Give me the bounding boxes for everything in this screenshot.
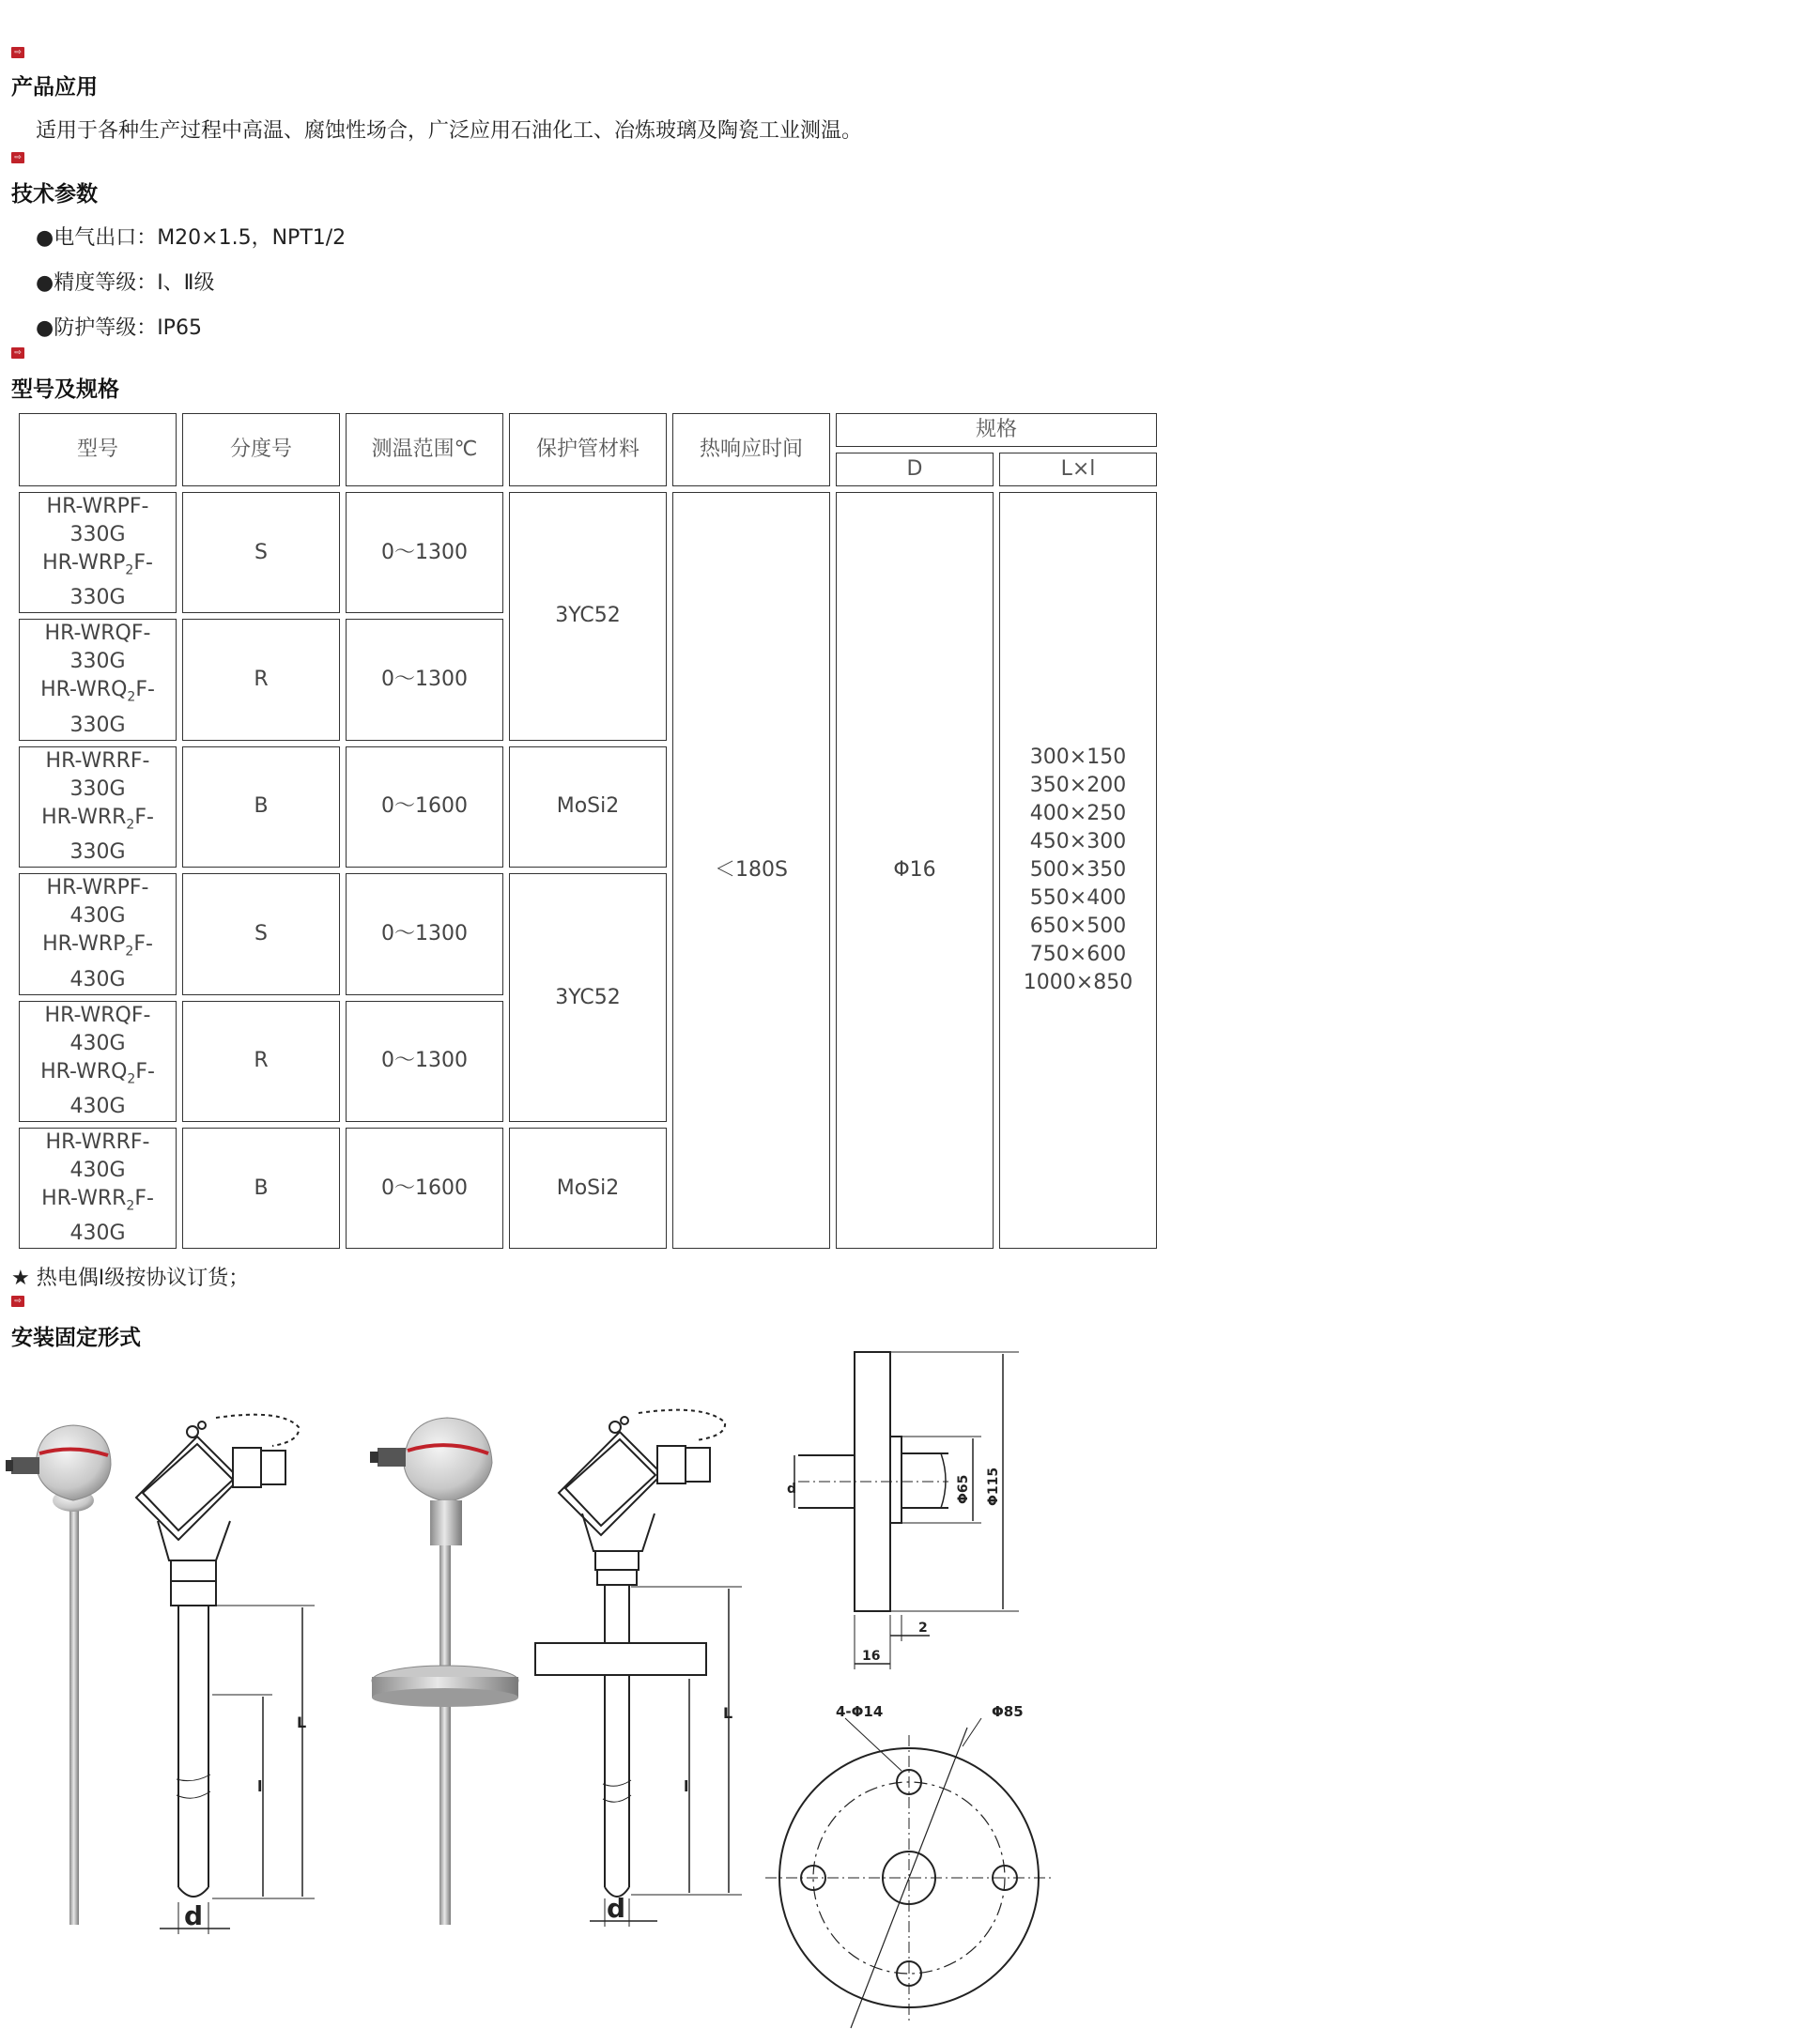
dim-d: d xyxy=(787,1482,797,1497)
header-d: D xyxy=(836,453,994,486)
thermocouple-photo-flange xyxy=(370,1418,518,1925)
range-cell: 0～1300 xyxy=(346,619,503,740)
material-cell: MoSi2 xyxy=(509,1128,667,1249)
model-cell: HR-WRRF- 430G $HR-WRR_2F-$ 430G xyxy=(19,1128,177,1249)
tech-item: ●电气出口：M20×1.5，NPT1/2 xyxy=(36,226,347,250)
material-cell: 3YC52 xyxy=(509,492,667,741)
tech-item: ●精度等级：Ⅰ、Ⅱ级 xyxy=(36,271,215,295)
installation-drawings xyxy=(0,1343,1803,2037)
material-cell: 3YC52 xyxy=(509,873,667,1122)
dim-phi115: Φ115 xyxy=(986,1467,1001,1506)
section-bullet-icon: ⇨ xyxy=(11,347,24,359)
section-bullet-icon: ⇨ xyxy=(11,152,24,163)
dim-L: L xyxy=(297,1714,307,1731)
dim-d: d xyxy=(184,1900,204,1931)
header-graduation: 分度号 xyxy=(182,413,340,486)
dim-phi85: Φ85 xyxy=(992,1703,1024,1720)
header-lxl: L×l xyxy=(999,453,1157,486)
header-spec: 规格 xyxy=(836,413,1157,447)
response-cell: ＜180S xyxy=(672,492,830,1249)
flange-front-view xyxy=(765,1718,1054,2028)
section-title-install: 安装固定形式 xyxy=(11,1326,141,1350)
header-response: 热响应时间 xyxy=(672,413,830,486)
graduation-cell: R xyxy=(182,619,340,740)
dim-holes: 4-Φ14 xyxy=(836,1703,884,1720)
range-cell: 0～1300 xyxy=(346,873,503,994)
header-model: 型号 xyxy=(19,413,177,486)
dim-l: l xyxy=(684,1777,689,1795)
section-title-application: 产品应用 xyxy=(11,75,98,100)
model-cell: HR-WRRF- 330G $HR-WRR_2F-$ 330G xyxy=(19,746,177,868)
material-cell: MoSi2 xyxy=(509,746,667,868)
section-bullet-icon: ⇨ xyxy=(11,1296,24,1307)
thermocouple-photo-plain xyxy=(6,1425,111,1925)
model-cell: HR-WRQF- 430G $HR-WRQ_2F-$ 430G xyxy=(19,1001,177,1122)
dim-d: d xyxy=(607,1893,626,1924)
range-cell: 0～1600 xyxy=(346,1128,503,1249)
tech-item: ●防护等级：IP65 xyxy=(36,316,202,340)
graduation-cell: B xyxy=(182,746,340,868)
spec-table xyxy=(13,407,1163,1254)
model-cell: HR-WRPF- 330G $HR-WRP_2F-$ 330G xyxy=(19,492,177,613)
order-note: ★ 热电偶Ⅰ级按协议订货； xyxy=(11,1267,250,1290)
model-cell: HR-WRPF- 430G $HR-WRP_2F-$ 430G xyxy=(19,873,177,994)
drawing-flange xyxy=(535,1410,742,1927)
graduation-cell: B xyxy=(182,1128,340,1249)
header-range: 测温范围℃ xyxy=(346,413,503,486)
dim-16: 16 xyxy=(862,1649,881,1664)
diameter-cell: Φ16 xyxy=(836,492,994,1249)
section-bullet-icon: ⇨ xyxy=(11,47,24,58)
flange-side-view xyxy=(794,1352,1019,1669)
application-text: 适用于各种生产过程中高温、腐蚀性场合，广泛应用石油化工、冶炼玻璃及陶瓷工业测温。 xyxy=(36,119,863,143)
graduation-cell: S xyxy=(182,492,340,613)
lengths-cell: 300×150 350×200 400×250 450×300 500×350 550×400 650×500 750×600 1000×850 xyxy=(999,492,1157,1249)
range-cell: 0～1300 xyxy=(346,1001,503,1122)
range-cell: 0～1600 xyxy=(346,746,503,868)
range-cell: 0～1300 xyxy=(346,492,503,613)
section-title-models: 型号及规格 xyxy=(11,377,119,402)
dim-phi65: Φ65 xyxy=(956,1474,971,1504)
model-cell: HR-WRQF- 330G $HR-WRQ_2F-$ 330G xyxy=(19,619,177,740)
dim-2: 2 xyxy=(918,1621,928,1636)
dim-L: L xyxy=(723,1704,733,1722)
dim-l: l xyxy=(257,1777,263,1795)
section-title-tech: 技术参数 xyxy=(11,182,98,207)
graduation-cell: S xyxy=(182,873,340,994)
graduation-cell: R xyxy=(182,1001,340,1122)
drawing-plain xyxy=(136,1415,315,1934)
header-material: 保护管材料 xyxy=(509,413,667,486)
